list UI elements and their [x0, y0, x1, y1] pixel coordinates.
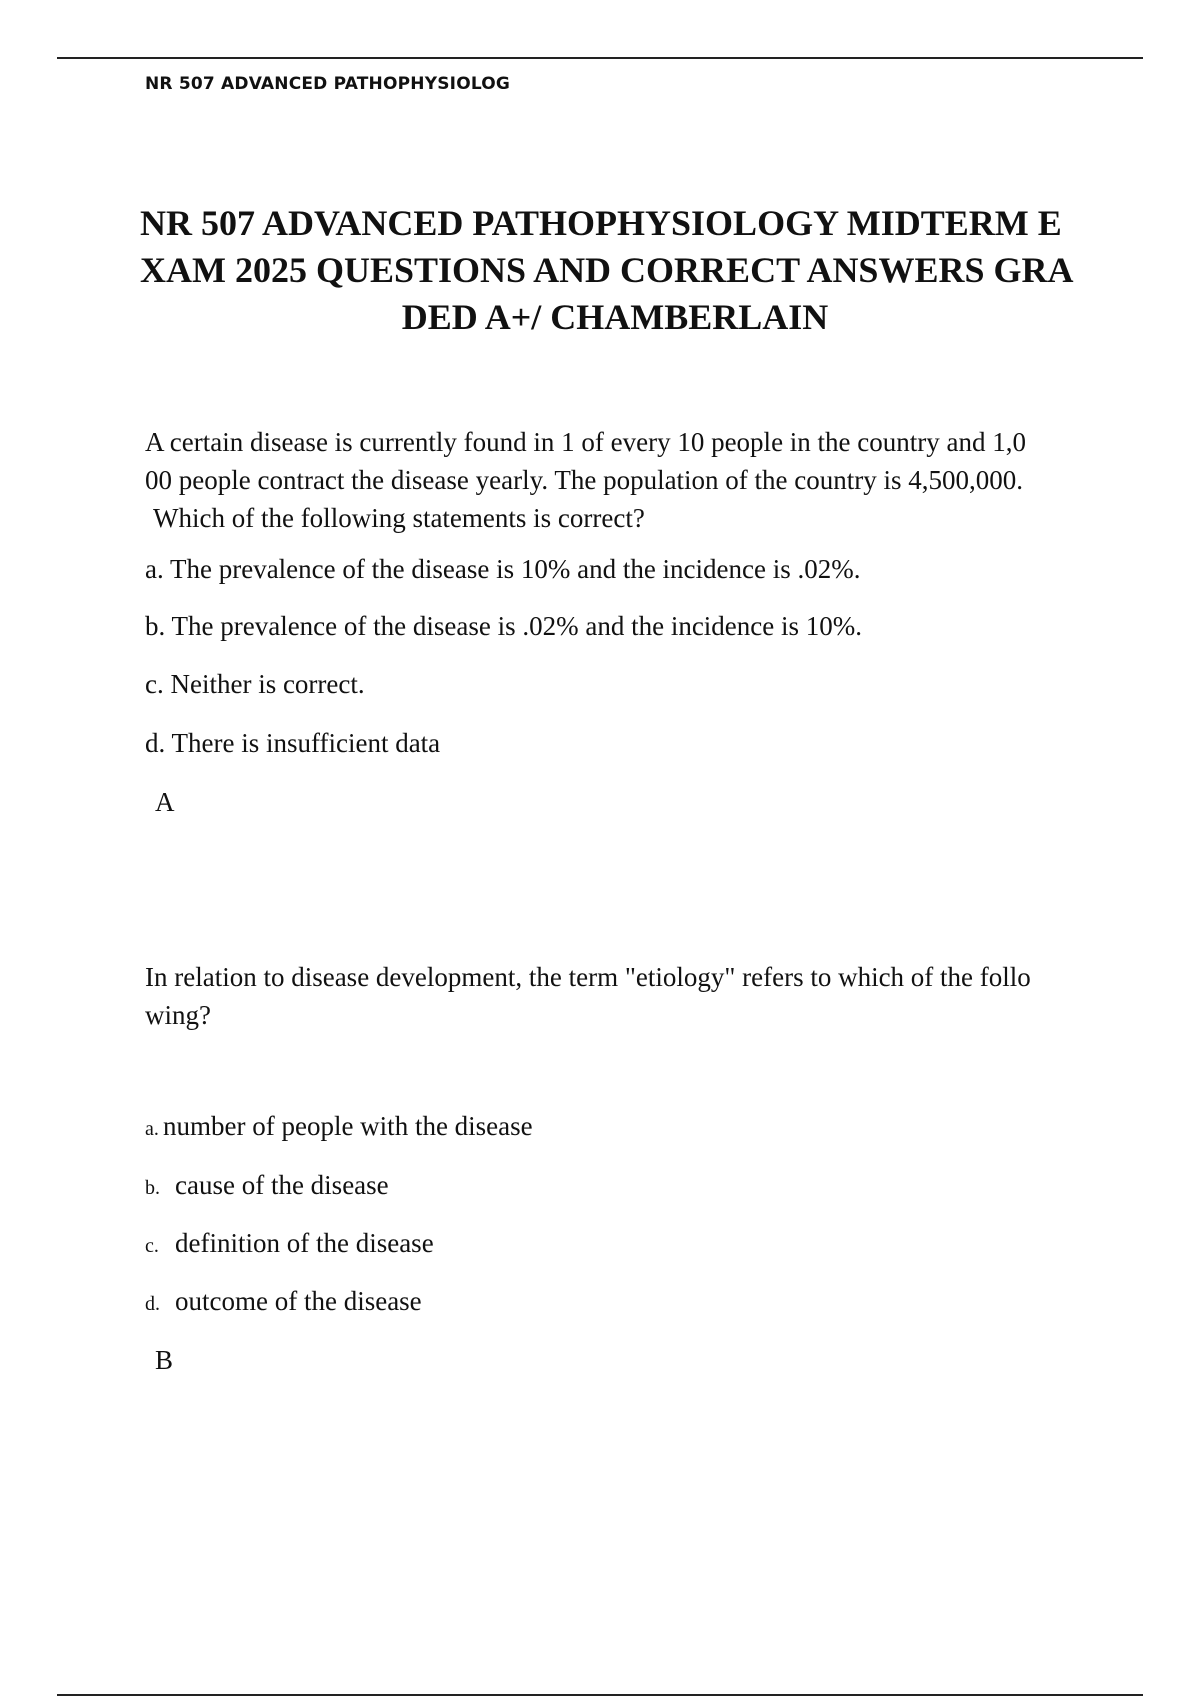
option-letter: c. [145, 1235, 159, 1257]
question-2-stem-line: wing? [145, 1000, 211, 1030]
option-letter: b. [145, 1177, 160, 1199]
question-1-stem [145, 423, 1026, 537]
option-letter: a. [145, 1118, 159, 1140]
question-1-option-d: d. There is insufficient data [145, 728, 441, 758]
question-2-stem-line: In relation to disease development, the term "etiology" refers to which of the follo [145, 962, 1031, 992]
title-line-2: XAM 2025 QUESTIONS AND CORRECT ANSWERS GRA [140, 250, 1074, 290]
question-1-stem-line: A certain disease is currently found in 1 of every 10 people in the country and 1,0 [145, 427, 1026, 457]
option-text: cause of the disease [175, 1170, 389, 1200]
question-1-stem-line: Which of the following statements is correct? [153, 503, 645, 533]
question-1-answer: A [155, 787, 175, 817]
question-2-option-d [145, 1286, 422, 1317]
question-1-option-b: b. The prevalence of the disease is .02% and the incidence is 10%. [145, 611, 863, 641]
question-2-option-b [145, 1170, 389, 1201]
question-2-option-a [145, 1111, 533, 1142]
option-text: definition of the disease [175, 1228, 434, 1258]
option-letter: d. [145, 1293, 160, 1315]
question-2-answer: B [155, 1345, 174, 1375]
option-text: outcome of the disease [175, 1286, 422, 1316]
title-line-3: DED A+/ CHAMBERLAIN [401, 297, 829, 337]
document-title [140, 200, 1090, 341]
title-line-1: NR 507 ADVANCED PATHOPHYSIOLOGY MIDTERM E [140, 203, 1062, 243]
question-2-stem [145, 958, 1031, 1034]
question-2-option-c [145, 1228, 434, 1259]
option-text: number of people with the disease [163, 1111, 533, 1141]
question-1-stem-line: 00 people contract the disease yearly. The population of the country is 4,500,000. [145, 465, 1024, 495]
header-rule [57, 57, 1143, 59]
question-1-option-a: a. The prevalence of the disease is 10% and the incidence is .02%. [145, 554, 861, 584]
running-header: NR 507 ADVANCED PATHOPHYSIOLOG [145, 74, 511, 94]
question-1-option-c: c. Neither is correct. [145, 669, 365, 699]
footer-rule [57, 1694, 1143, 1696]
